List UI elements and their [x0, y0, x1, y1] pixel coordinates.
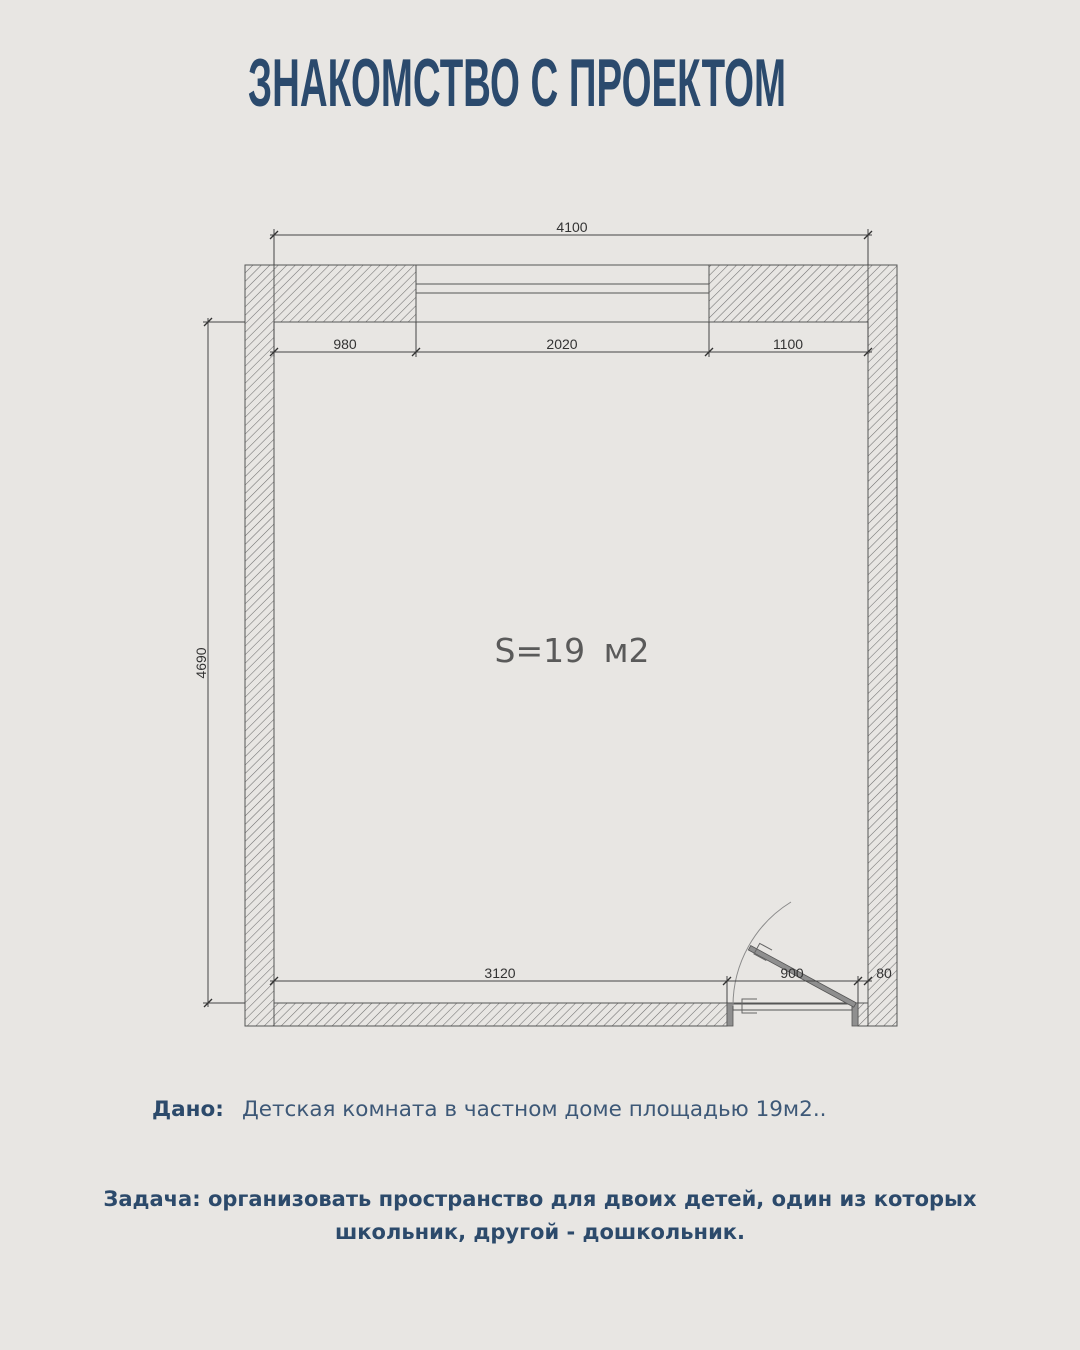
task-line-2: школьник, другой - дошкольник. [334, 1220, 746, 1244]
door-jamb-left [727, 1003, 733, 1026]
wall-left [245, 265, 274, 1026]
dimension-overall-width [270, 219, 872, 265]
wall-bottom-left [274, 1003, 727, 1026]
dimension-label-4690: 4690 [193, 647, 209, 679]
door-mark-bottom [742, 999, 757, 1013]
dimension-window-wall [270, 322, 872, 357]
door [727, 902, 858, 1026]
given-label: Дано: [152, 1097, 224, 1122]
door-threshold [733, 1004, 852, 1010]
wall-top-left-pier [274, 265, 416, 322]
dimension-label-3120: 3120 [484, 965, 516, 981]
wall-top-right-pier [709, 265, 868, 322]
dimension-label-980: 980 [333, 336, 357, 352]
window [416, 265, 709, 322]
given-section [152, 1094, 827, 1126]
area-label: S=19 м2 [494, 631, 650, 670]
dimension-label-4100: 4100 [556, 219, 588, 235]
dimension-label-1100: 1100 [772, 336, 804, 352]
dimension-label-2020: 2020 [546, 336, 578, 352]
dimension-label-900: 900 [780, 965, 804, 981]
wall-bottom-right [858, 1003, 868, 1026]
task-line-1: Задача: организовать пространство для двоих детей, один из которых [103, 1187, 977, 1211]
dimension-label-80: 80 [876, 965, 892, 981]
given-text: Детская комната в частном доме площадью 19м2.. [242, 1097, 827, 1122]
task-section [0, 1183, 1080, 1249]
dimension-room-length [193, 318, 245, 1007]
page-title: ЗНАКОМСТВО С ПРОЕКТОМ [248, 45, 786, 121]
wall-right [868, 265, 897, 1026]
dimension-door-wall [270, 965, 892, 1003]
